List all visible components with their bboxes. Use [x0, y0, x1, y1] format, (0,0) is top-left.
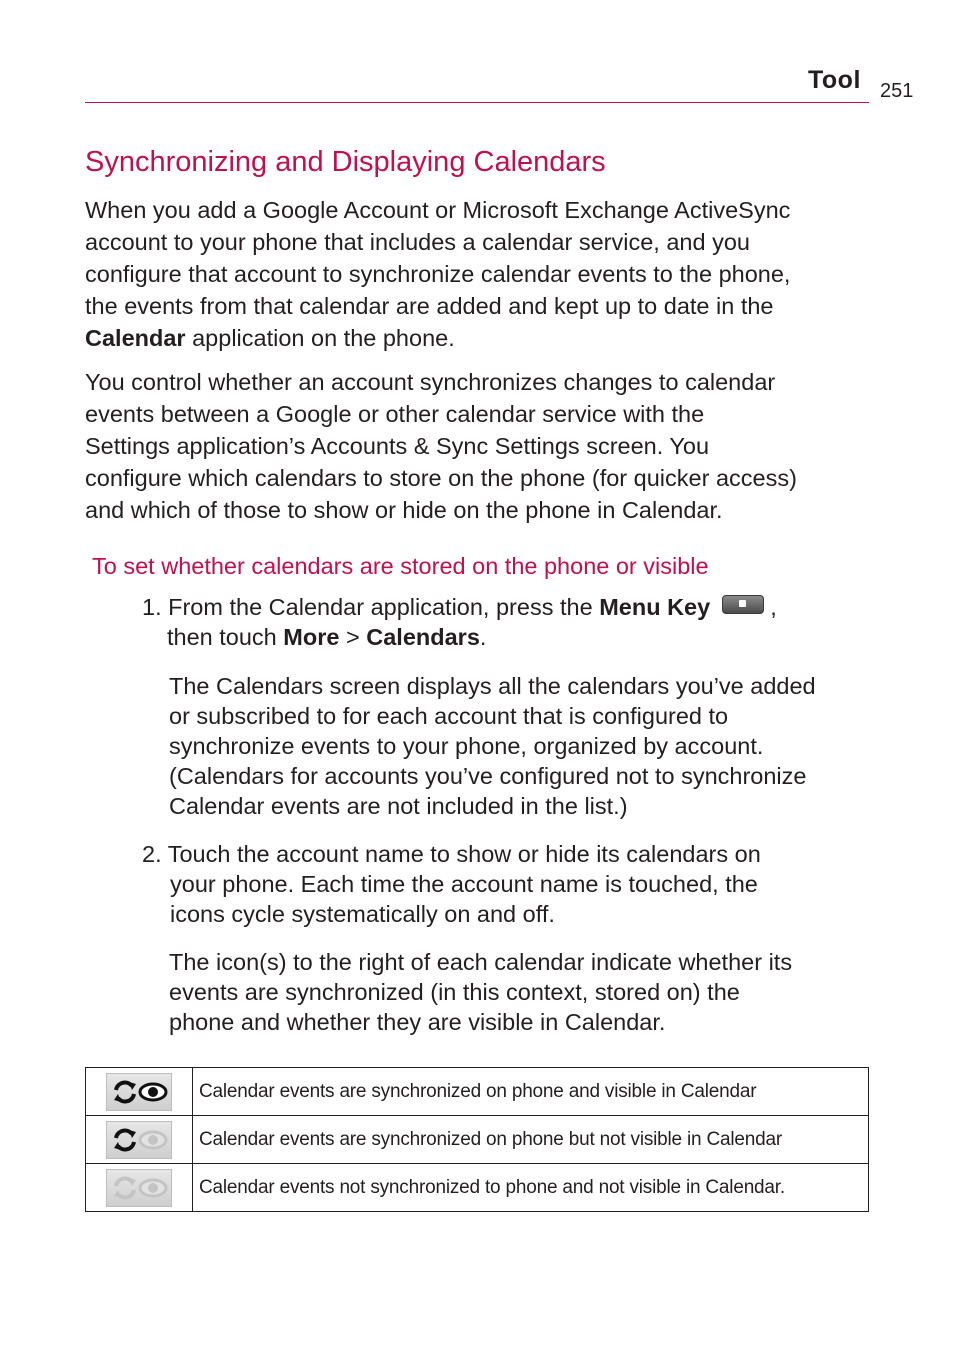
paragraph-line: You control whether an account synchronizes changes to calendar: [85, 369, 776, 395]
description-line: (Calendars for accounts you’ve configured not to synchronize: [169, 763, 807, 789]
description-line: The icon(s) to the right of each calendar indicate whether its: [169, 949, 793, 975]
step-2-description: [169, 947, 792, 1037]
paragraph-line: events between a Google or other calendar service with the: [85, 401, 705, 427]
paragraph-line: the events from that calendar are added and kept up to date in the: [85, 293, 774, 319]
paragraph-line: configure that account to synchronize calendar events to the phone,: [85, 261, 791, 287]
paragraph-line: When you add a Google Account or Microsoft Exchange ActiveSync: [85, 197, 791, 223]
not-sync-not-visible-icon: [106, 1169, 172, 1207]
table-row: [86, 1068, 869, 1116]
description-line: or subscribed to for each account that is configured to: [169, 703, 729, 729]
sync-visible-icon: [106, 1073, 172, 1111]
header-divider: [85, 102, 869, 103]
description-line: events are synchronized (in this context, stored on) the: [169, 979, 740, 1005]
menu-key-label: Menu Key: [599, 594, 711, 620]
chapter-title: Tool: [808, 66, 861, 94]
step-text: .: [479, 624, 487, 650]
description-line: Calendar events are not included in the list.): [169, 793, 628, 819]
paragraph-line: Settings application’s Accounts & Sync Settings screen. You: [85, 433, 710, 459]
step-line: icons cycle systematically on and off.: [170, 901, 555, 927]
calendars-label: Calendars: [366, 624, 480, 650]
step-2: [142, 839, 761, 929]
intro-paragraph: [85, 194, 885, 354]
icon-cell: [86, 1068, 193, 1116]
step-1: [142, 592, 777, 652]
step-line: [142, 592, 777, 622]
table-row: [86, 1116, 869, 1164]
table-row: [86, 1164, 869, 1212]
icon-legend-table: [85, 1067, 869, 1212]
section-title: Synchronizing and Displaying Calendars: [85, 146, 606, 178]
step-text: ,: [770, 594, 777, 620]
separator: >: [339, 624, 367, 650]
legend-description: Calendar events are synchronized on phone and visible in Calendar: [193, 1068, 869, 1116]
paragraph-line: account to your phone that includes a calendar service, and you: [85, 229, 750, 255]
procedure-heading: To set whether calendars are stored on the phone or visible: [92, 553, 709, 579]
description-line: synchronize events to your phone, organized by account.: [169, 733, 764, 759]
legend-description: Calendar events not synchronized to phone and not visible in Calendar.: [193, 1164, 869, 1212]
sync-not-visible-icon: [106, 1121, 172, 1159]
paragraph-text: application on the phone.: [185, 325, 455, 351]
calendar-app-name: Calendar: [85, 325, 186, 351]
step-text: then touch: [167, 624, 284, 650]
paragraph-line: and which of those to show or hide on the phone in Calendar.: [85, 497, 723, 523]
more-label: More: [283, 624, 340, 650]
step-line: [142, 622, 777, 652]
legend-description: Calendar events are synchronized on phone but not visible in Calendar: [193, 1116, 869, 1164]
icon-cell: [86, 1116, 193, 1164]
step-text: 1. From the Calendar application, press the: [142, 594, 600, 620]
menu-key-icon: [722, 595, 764, 614]
step-line: 2. Touch the account name to show or hide its calendars on: [142, 841, 761, 867]
control-paragraph: [85, 366, 885, 526]
paragraph-line: configure which calendars to store on the phone (for quicker access): [85, 465, 797, 491]
paragraph-line: [85, 322, 885, 354]
description-line: The Calendars screen displays all the calendars you’ve added: [169, 673, 816, 699]
page-number: 251: [880, 80, 914, 102]
step-1-description: [169, 671, 816, 821]
description-line: phone and whether they are visible in Calendar.: [169, 1009, 666, 1035]
step-line: your phone. Each time the account name is touched, the: [170, 871, 758, 897]
icon-cell: [86, 1164, 193, 1212]
